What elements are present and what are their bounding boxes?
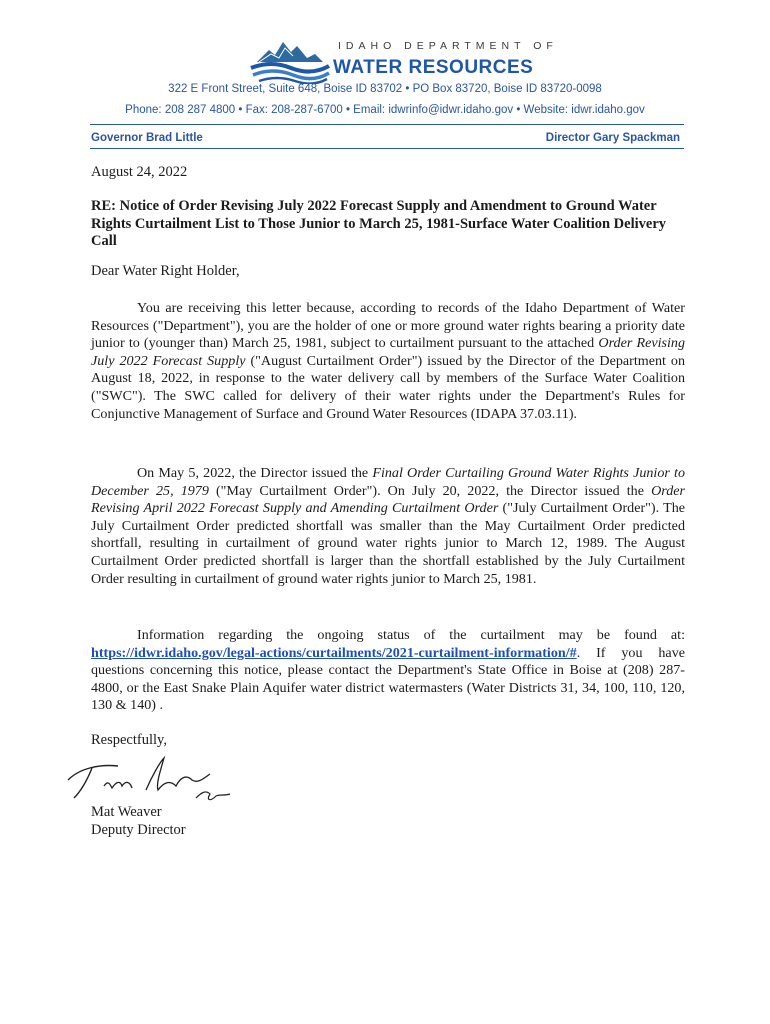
governor-name: Governor Brad Little: [91, 132, 203, 144]
agency-name-top: IDAHO DEPARTMENT OF: [338, 40, 558, 52]
signer-name: Mat Weaver: [91, 804, 162, 820]
director-name: Director Gary Spackman: [545, 132, 680, 144]
signer-title: Deputy Director: [91, 822, 186, 838]
paragraph-1: You are receiving this letter because, according to records of the Idaho Department of Water Resources ("Department"), you are the holder of one or more ground water rights bearing a priority date junior to (younger than) March 25, 1981, subject to curtailment pursuant to the attached Order Revising July 2022 Forecast Supply ("August Curtailment Order") issued by the Director of the Department on August 18, 2022, in response to the water delivery call by members of the Surface Water Coalition ("SWC"). The SWC called for delivery of their water rights under the Department's Rules for Conjunctive Management of Surface and Ground Water Resources (IDAPA 37.03.11).: [91, 300, 685, 422]
agency-address: 322 E Front Street, Suite 648, Boise ID 83702 • PO Box 83720, Boise ID 83720-0098: [168, 83, 602, 95]
header-divider-bottom: [90, 148, 684, 149]
header-divider-top: [90, 124, 684, 125]
paragraph-2: On May 5, 2022, the Director issued the Final Order Curtailing Ground Water Rights Junior to December 25, 1979 ("May Curtailment Order"). On July 20, 2022, the Director issued the Order Revising April 2022 Forecast Supply and Amending Curtailment Order ("July Curtailment Order"). The July Curtailment Order predicted shortfall was smaller than the May Curtailment Order predicted shortfall, resulting in curtailment of ground water rights junior to March 12, 1989. The August Curtailment Order predicted shortfall is larger than the shortfall established by the July Curtailment Order resulting in curtailment of ground water rights junior to March 25, 1981.: [91, 465, 685, 587]
curtailment-info-link[interactable]: https://idwr.idaho.gov/legal-actions/curtailments/2021-curtailment-information/#: [91, 644, 577, 661]
closing: Respectfully,: [91, 732, 167, 748]
paragraph-3: Information regarding the ongoing status of the curtailment may be found at: https://idwr.idaho.gov/legal-actions/curtailments/2021-curtailment-information/#. If you have questions concerning this notice, please contact the Department's State Office in Boise at (208) 287-4800, or the East Snake Plain Aquifer water district watermasters (Water Districts 31, 34, 100, 110, 120, 130 & 140) .: [91, 627, 685, 714]
order-title-august: Order Revising July 2022 Forecast Supply: [91, 335, 685, 369]
handwritten-signature-icon: [60, 750, 260, 810]
order-title-may: Final Order Curtailing Ground Water Rights Junior to December 25, 1979: [91, 465, 685, 499]
mountain-river-logo-icon: [249, 32, 331, 84]
letter-date: August 24, 2022: [91, 164, 188, 180]
salutation: Dear Water Right Holder,: [91, 263, 240, 279]
order-title-july: Order Revising April 2022 Forecast Supply and Amending Curtailment Order: [91, 482, 685, 517]
agency-contact: Phone: 208 287 4800 • Fax: 208-287-6700 • Email: idwrinfo@idwr.idaho.gov • Website: idwr.idaho.gov: [125, 104, 645, 116]
letter-subject: RE: Notice of Order Revising July 2022 Forecast Supply and Amendment to Ground Water Rights Curtailment List to Those Junior to March 25, 1981-Surface Water Coalition Delivery Call: [91, 198, 667, 249]
agency-name-main: WATER RESOURCES: [333, 57, 534, 78]
